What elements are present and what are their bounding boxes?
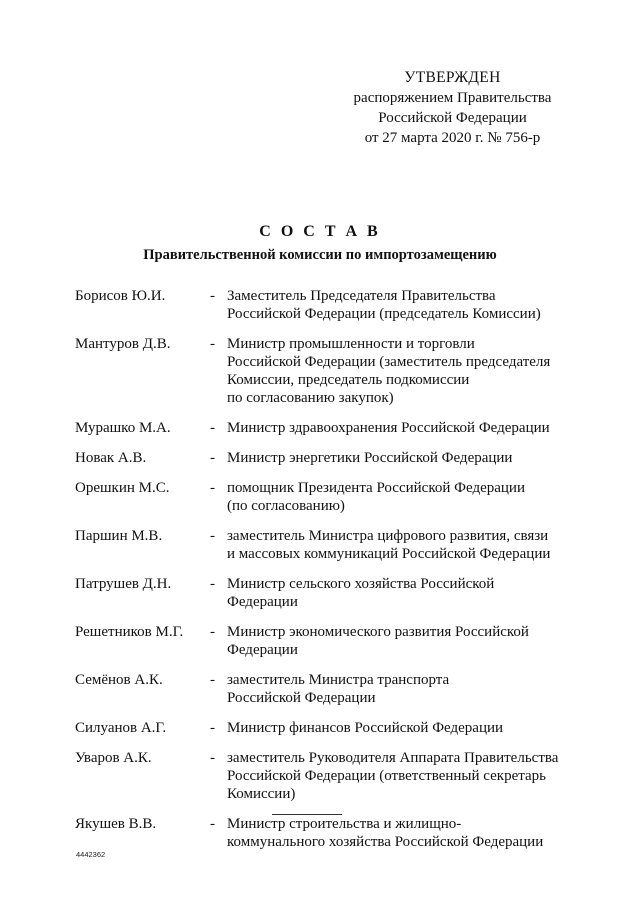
member-role-line: заместитель Министра транспорта xyxy=(227,672,450,688)
member-role-line: Комиссии, председатель подкомиссии xyxy=(227,372,470,388)
footer-code: 4442362 xyxy=(76,850,106,859)
member-role-line: Министр здравоохранения Российской Федерации xyxy=(227,420,550,436)
member-role xyxy=(227,335,575,407)
member-name: Семёнов А.К. xyxy=(75,672,163,688)
member-role-line: заместитель Министра цифрового развития, связи xyxy=(227,528,549,544)
member-name: Паршин М.В. xyxy=(75,528,163,544)
member-role-line: коммунального хозяйства Российской Федерации xyxy=(227,834,544,850)
member-row xyxy=(75,449,575,467)
member-role-line: и массовых коммуникаций Российской Федерации xyxy=(227,546,551,562)
member-name: Орешкин М.С. xyxy=(75,480,170,496)
member-role-line: Российской Федерации (председатель Комиссии) xyxy=(227,306,541,322)
member-row xyxy=(75,815,575,851)
member-row xyxy=(75,671,575,707)
member-name: Борисов Ю.И. xyxy=(75,288,166,304)
member-role-line: помощник Президента Российской Федерации xyxy=(227,480,525,496)
member-role-line: Федерации xyxy=(227,642,298,658)
member-role-line: Российской Федерации xyxy=(227,690,376,706)
member-name: Решетников М.Г. xyxy=(75,624,184,640)
member-row xyxy=(75,749,575,803)
member-name: Якушев В.В. xyxy=(75,816,157,832)
member-row xyxy=(75,419,575,437)
member-role-line: Министр промышленности и торговли xyxy=(227,336,475,352)
member-dash: - xyxy=(210,288,215,304)
member-role-line: Министр финансов Российской Федерации xyxy=(227,720,504,736)
member-dash: - xyxy=(210,336,215,352)
document-title: С О С Т А В xyxy=(259,223,381,240)
member-row xyxy=(75,527,575,563)
member-dash: - xyxy=(210,420,215,436)
member-role-line: Министр сельского хозяйства Российской xyxy=(227,576,495,592)
member-role xyxy=(227,419,575,437)
member-role xyxy=(227,749,575,803)
member-role xyxy=(227,527,575,563)
member-role xyxy=(227,671,575,707)
closing-divider xyxy=(272,814,342,815)
member-role-line: по согласованию закупок) xyxy=(227,390,394,406)
member-role-line: Министр строительства и жилищно- xyxy=(227,816,462,832)
member-dash: - xyxy=(210,624,215,640)
member-dash: - xyxy=(210,576,215,592)
member-name: Мантуров Д.В. xyxy=(75,336,171,352)
approval-line-2: Российской Федерации xyxy=(378,110,527,126)
document-heading xyxy=(0,222,640,265)
member-row xyxy=(75,623,575,659)
member-role-line: Министр энергетики Российской Федерации xyxy=(227,450,513,466)
member-row xyxy=(75,479,575,515)
member-row xyxy=(75,287,575,323)
member-row xyxy=(75,335,575,407)
member-dash: - xyxy=(210,672,215,688)
approval-block xyxy=(340,68,565,148)
member-dash: - xyxy=(210,528,215,544)
member-role-line: заместитель Руководителя Аппарата Правительства xyxy=(227,750,559,766)
member-role xyxy=(227,575,575,611)
member-role-line: Федерации xyxy=(227,594,298,610)
member-name: Мурашко М.А. xyxy=(75,420,171,436)
member-role xyxy=(227,449,575,467)
approval-line-1: распоряжением Правительства xyxy=(353,90,552,106)
member-name: Силуанов А.Г. xyxy=(75,720,167,736)
member-name: Новак А.В. xyxy=(75,450,147,466)
member-role-line: Комиссии) xyxy=(227,786,296,802)
member-role xyxy=(227,719,575,737)
members-list xyxy=(75,287,575,863)
member-role-line: Российской Федерации (заместитель председателя xyxy=(227,354,551,370)
member-dash: - xyxy=(210,450,215,466)
member-role-line: Заместитель Председателя Правительства xyxy=(227,288,496,304)
member-dash: - xyxy=(210,480,215,496)
member-name: Патрушев Д.Н. xyxy=(75,576,172,592)
member-role xyxy=(227,815,575,851)
member-dash: - xyxy=(210,750,215,766)
member-dash: - xyxy=(210,720,215,736)
document-subtitle: Правительственной комиссии по импортозамещению xyxy=(143,247,497,263)
member-role xyxy=(227,479,575,515)
member-role xyxy=(227,623,575,659)
member-row xyxy=(75,719,575,737)
member-name: Уваров А.К. xyxy=(75,750,152,766)
member-role-line: Министр экономического развития Российской xyxy=(227,624,529,640)
member-role xyxy=(227,287,575,323)
approval-title: УТВЕРЖДЕН xyxy=(404,69,501,86)
member-role-line: (по согласованию) xyxy=(227,498,345,514)
member-row xyxy=(75,575,575,611)
member-role-line: Российской Федерации (ответственный секретарь xyxy=(227,768,546,784)
member-dash: - xyxy=(210,816,215,832)
approval-date-number: от 27 марта 2020 г. № 756-р xyxy=(364,130,541,146)
